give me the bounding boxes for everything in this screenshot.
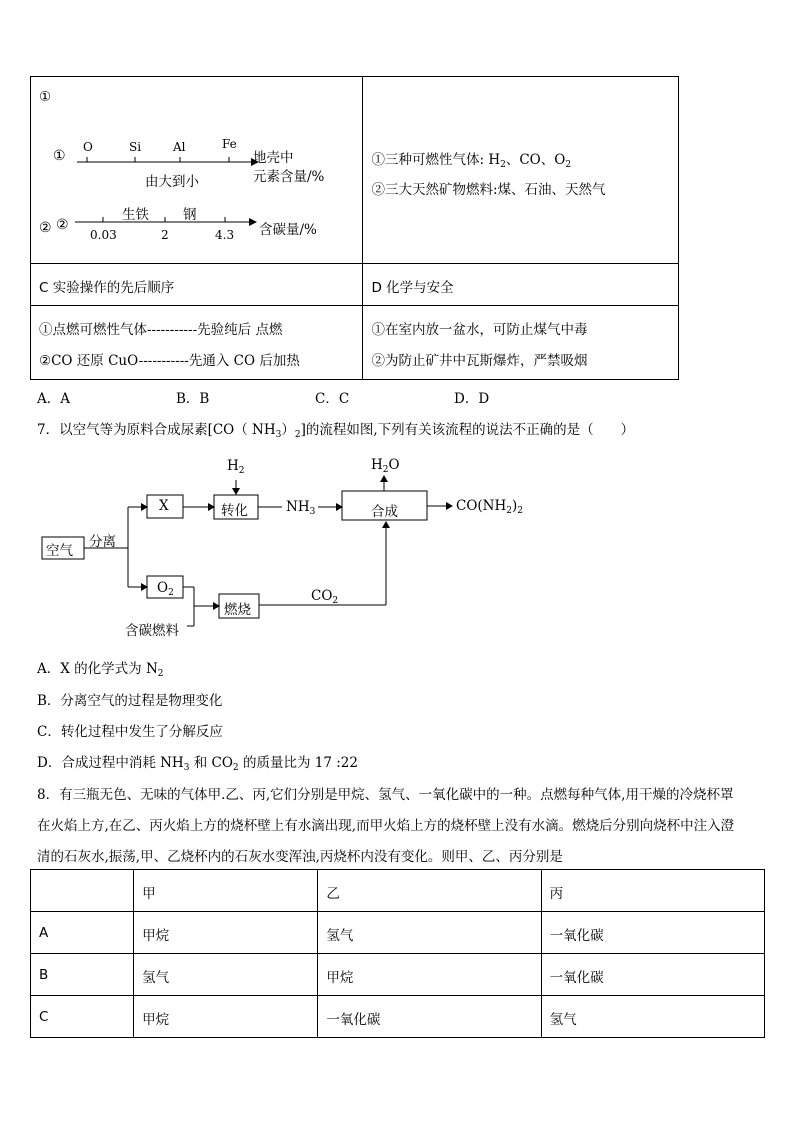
q8-cell: 甲烷: [134, 996, 318, 1038]
q8-cell: 氢气: [318, 912, 541, 954]
c-item-1: ①点燃可燃性气体-----------先验纯后 点燃: [39, 322, 283, 338]
label-pig-iron: 生铁: [122, 207, 149, 223]
a-row2-number-outer: ②: [39, 220, 52, 236]
element-o: O: [83, 140, 93, 154]
a-row2-number-inner: ②: [56, 217, 69, 233]
c-item-2: ②CO 还原 CuO-----------先通入 CO 后加热: [39, 353, 300, 369]
q7-stem: 7．以空气等为原料合成尿素[CO（ $NH_3)_2$]的流程如图,下列有关该流程的说法不正确的是（ ）: [37, 422, 635, 440]
element-fe: Fe: [222, 137, 237, 151]
option-b-cell: [363, 77, 679, 264]
q8-cell: 氢气: [541, 996, 764, 1038]
q7-option-c[interactable]: C．转化过程中发生了分解反应: [37, 724, 223, 740]
q8-row-label: C: [31, 996, 134, 1038]
option-c-header: C 实验操作的先后顺序: [31, 264, 363, 306]
a-row1-axis-label: 由大到小: [145, 174, 199, 190]
q8-row-label: A: [31, 912, 134, 954]
label-h2o-out: $H_2O$: [371, 457, 400, 475]
q8-cell: 一氧化碳: [541, 912, 764, 954]
q8-header-yi: 乙: [318, 870, 541, 912]
q8-row-b[interactable]: [31, 954, 765, 996]
element-si: Si: [129, 140, 142, 154]
node-o2: $O_2$: [157, 580, 174, 598]
q6-options-table: [30, 76, 679, 380]
q8-stem-line3: 清的石灰水,振荡,甲、乙烧杯内的石灰水变浑浊,丙烧杯内没有变化。则甲、乙、丙分别是: [37, 849, 563, 865]
node-convert: 转化: [221, 503, 248, 519]
node-synthesis: 合成: [371, 504, 398, 520]
label-carbon-fuel: 含碳燃料: [125, 623, 179, 639]
q7-option-a[interactable]: A．X 的化学式为 $N_2$: [37, 661, 164, 679]
a-row2-right-label: 含碳量/%: [259, 222, 317, 238]
q8-header-row: [31, 870, 765, 912]
a-cell-marker: ①: [39, 89, 52, 105]
a-row1-right-line1: 地壳中: [253, 150, 294, 166]
q7-flow-diagram: [0, 450, 794, 650]
tick-0-03: 0.03: [90, 228, 117, 242]
node-burn: 燃烧: [224, 602, 251, 618]
q6-option-c[interactable]: C．C: [315, 391, 350, 407]
q8-cell: 氢气: [134, 954, 318, 996]
label-separate: 分离: [89, 534, 116, 550]
q8-stem-line1: 8．有三瓶无色、无味的气体甲.乙、丙,它们分别是甲烷、氢气、一氧化碳中的一种。点燃每种气体,用干燥的冷烧杯罩: [37, 787, 734, 803]
q8-row-c[interactable]: [31, 996, 765, 1038]
q8-header-blank: [31, 870, 134, 912]
q8-cell: 一氧化碳: [541, 954, 764, 996]
label-nh3: $NH_3$: [286, 499, 316, 517]
tick-2: 2: [161, 228, 169, 242]
label-product: $CO(NH_2)_2$: [456, 498, 523, 516]
q6-option-a[interactable]: A．A: [37, 391, 70, 407]
q6-option-d[interactable]: D．D: [454, 391, 490, 407]
q8-answer-table: [30, 869, 765, 1038]
a-row1-right-line2: 元素含量/%: [253, 169, 325, 185]
option-c-content: [31, 306, 363, 380]
q8-cell: 一氧化碳: [318, 996, 541, 1038]
q8-cell: 甲烷: [134, 912, 318, 954]
element-al: Al: [173, 140, 186, 154]
q8-header-bing: 丙: [541, 870, 764, 912]
b-line1: ①三种可燃性气体: $H_2$、CO、$O_2$: [371, 152, 572, 170]
b-line2: ②三大天然矿物燃料:煤、石油、天然气: [371, 182, 606, 198]
option-a-cell: [31, 77, 363, 264]
q7-option-d[interactable]: D．合成过程中消耗 $NH_3$ 和 $CO_2$ 的质量比为 17 :22: [37, 755, 358, 773]
d-item-1: ①在室内放一盆水，可防止煤气中毒: [371, 322, 588, 338]
d-item-2: ②为防止矿井中瓦斯爆炸，严禁吸烟: [371, 353, 588, 369]
q8-row-a[interactable]: [31, 912, 765, 954]
label-steel: 钢: [183, 207, 197, 223]
a-row1-number: ①: [53, 148, 66, 164]
q8-header-jia: 甲: [134, 870, 318, 912]
node-x: X: [159, 498, 169, 514]
node-air: 空气: [46, 543, 73, 559]
q6-option-b[interactable]: B．B: [176, 391, 210, 407]
label-co2: $CO_2$: [311, 588, 339, 606]
label-h2-in: $H_2$: [227, 458, 245, 476]
q8-cell: 甲烷: [318, 954, 541, 996]
option-d-header: D 化学与安全: [363, 264, 679, 306]
option-d-content: [363, 306, 679, 380]
q8-row-label: B: [31, 954, 134, 996]
tick-4-3: 4.3: [215, 228, 235, 242]
q8-stem-line2: 在火焰上方,在乙、丙火焰上方的烧杯壁上有水滴出现,而甲火焰上方的烧杯壁上没有水滴。燃烧后分别向烧杯中注入澄: [37, 818, 735, 834]
q7-option-b[interactable]: B．分离空气的过程是物理变化: [37, 693, 223, 709]
